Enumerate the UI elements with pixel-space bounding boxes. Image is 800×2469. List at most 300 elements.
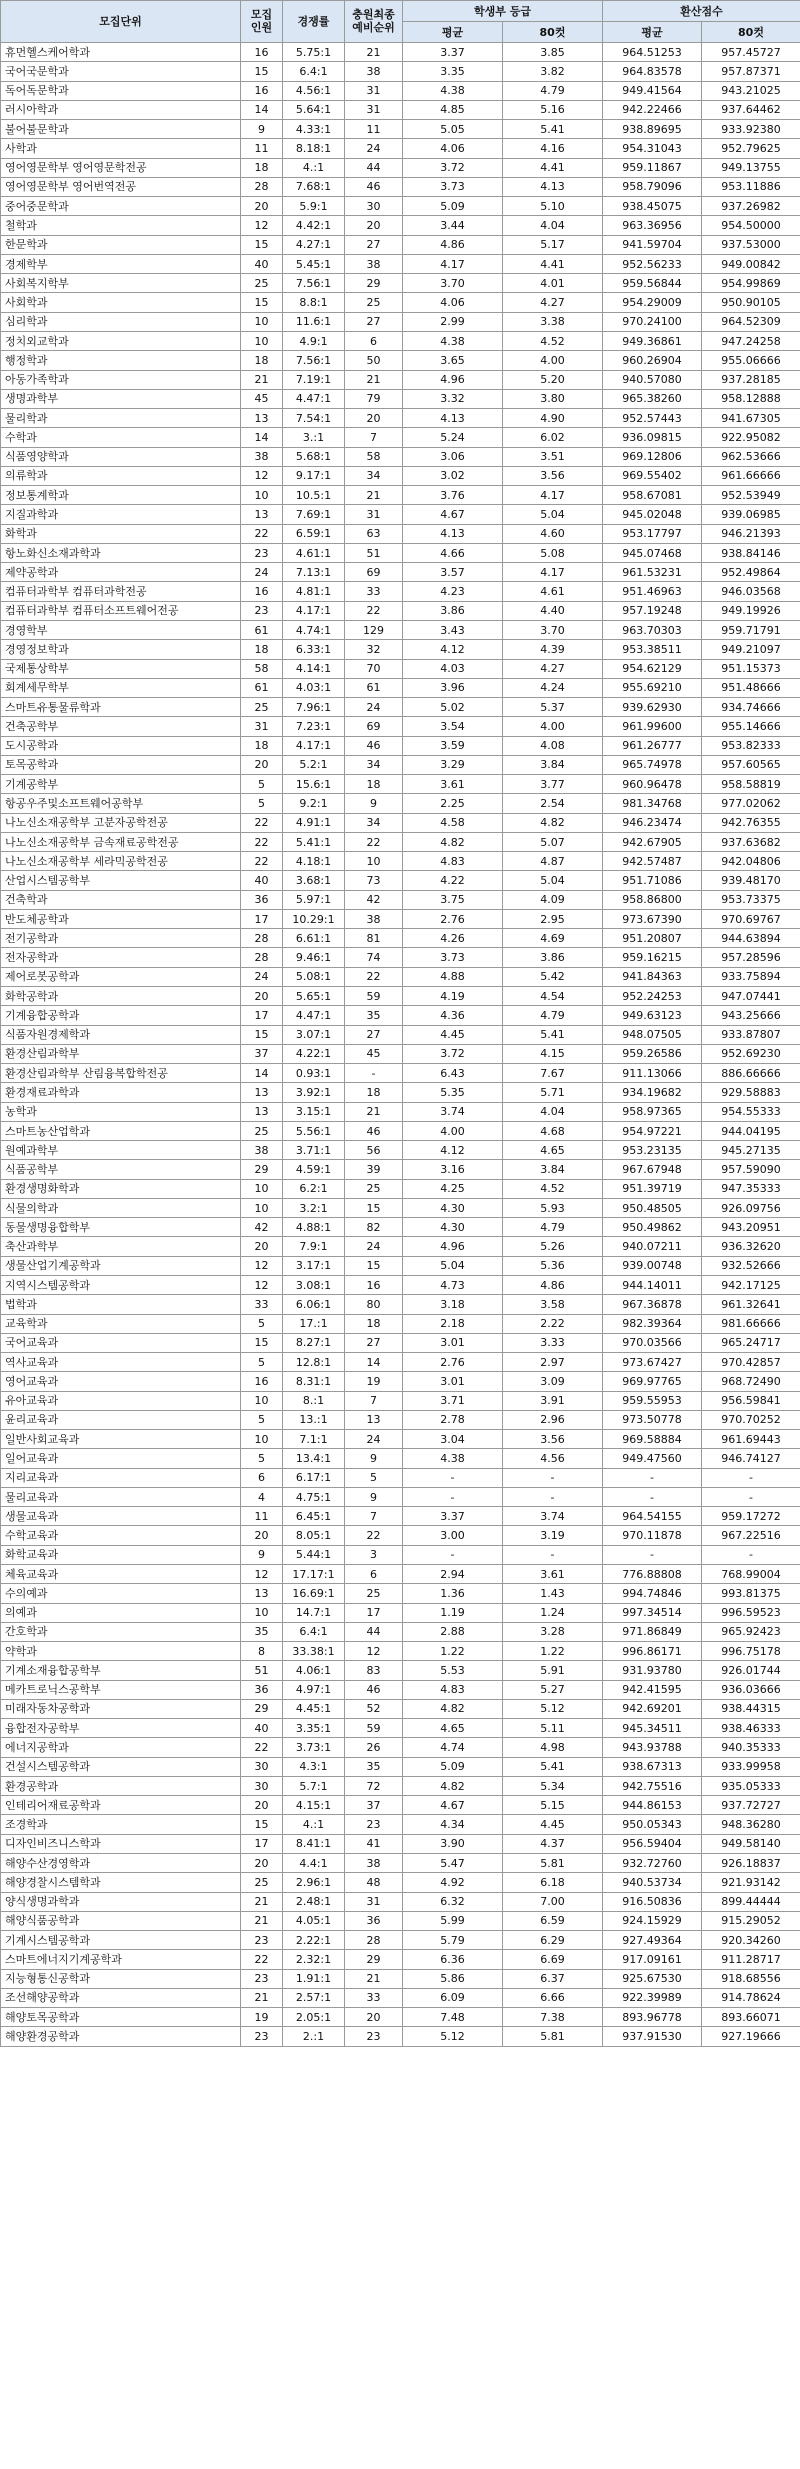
quota-cell: 18 bbox=[241, 351, 283, 370]
quota-cell: 12 bbox=[241, 1564, 283, 1583]
grade-cut80-cell: 4.90 bbox=[503, 409, 603, 428]
grade-cut80-cell: 4.00 bbox=[503, 351, 603, 370]
table-row bbox=[1, 331, 800, 350]
grade-cut80-cell: 2.95 bbox=[503, 909, 603, 928]
quota-cell: 10 bbox=[241, 1198, 283, 1217]
score-cut80-cell: 947.35333 bbox=[702, 1179, 800, 1198]
grade-avg-cell: 3.76 bbox=[403, 486, 503, 505]
grade-avg-cell: 3.90 bbox=[403, 1834, 503, 1853]
waitlist-cell: 129 bbox=[345, 620, 403, 639]
score-avg-cell: 965.74978 bbox=[603, 755, 702, 774]
grade-avg-cell: 5.99 bbox=[403, 1911, 503, 1930]
unit-cell: 식물의학과 bbox=[1, 1198, 241, 1217]
grade-avg-cell: 4.30 bbox=[403, 1198, 503, 1217]
ratio-cell: 7.1:1 bbox=[283, 1430, 345, 1449]
grade-avg-cell: 4.00 bbox=[403, 1121, 503, 1140]
grade-avg-cell: 4.26 bbox=[403, 929, 503, 948]
grade-avg-cell: 5.09 bbox=[403, 197, 503, 216]
quota-cell: 20 bbox=[241, 755, 283, 774]
grade-avg-cell: 4.83 bbox=[403, 852, 503, 871]
grade-cut80-cell: 4.79 bbox=[503, 1218, 603, 1237]
score-cut80-cell: 914.78624 bbox=[702, 1988, 800, 2007]
grade-cut80-cell: 5.11 bbox=[503, 1719, 603, 1738]
ratio-cell: 7.23:1 bbox=[283, 717, 345, 736]
quota-cell: 10 bbox=[241, 1391, 283, 1410]
waitlist-cell: 18 bbox=[345, 1083, 403, 1102]
grade-avg-cell: 4.17 bbox=[403, 254, 503, 273]
score-cut80-cell: 920.34260 bbox=[702, 1931, 800, 1950]
waitlist-cell: 11 bbox=[345, 120, 403, 139]
grade-cut80-cell: 3.33 bbox=[503, 1333, 603, 1352]
grade-avg-cell: 4.66 bbox=[403, 543, 503, 562]
unit-cell: 건축공학부 bbox=[1, 717, 241, 736]
grade-avg-cell: 2.76 bbox=[403, 909, 503, 928]
score-cut80-cell: 943.21025 bbox=[702, 81, 800, 100]
quota-cell: 17 bbox=[241, 1006, 283, 1025]
table-row bbox=[1, 370, 800, 389]
unit-cell: 전자공학과 bbox=[1, 948, 241, 967]
quota-cell: 9 bbox=[241, 120, 283, 139]
unit-cell: 기계시스템공학과 bbox=[1, 1931, 241, 1950]
score-avg-cell: 953.23135 bbox=[603, 1141, 702, 1160]
waitlist-cell: 23 bbox=[345, 1815, 403, 1834]
grade-cut80-cell: 5.41 bbox=[503, 1757, 603, 1776]
table-row bbox=[1, 1391, 800, 1410]
score-avg-cell: 942.41595 bbox=[603, 1680, 702, 1699]
score-avg-cell: 970.11878 bbox=[603, 1526, 702, 1545]
ratio-cell: 4.75:1 bbox=[283, 1487, 345, 1506]
ratio-cell: 8.18:1 bbox=[283, 139, 345, 158]
table-row bbox=[1, 1141, 800, 1160]
grade-cut80-cell: 3.84 bbox=[503, 755, 603, 774]
grade-avg-cell: 3.73 bbox=[403, 948, 503, 967]
table-row bbox=[1, 1006, 800, 1025]
grade-cut80-cell: 3.86 bbox=[503, 948, 603, 967]
score-avg-cell: 973.50778 bbox=[603, 1410, 702, 1429]
grade-avg-cell: 4.45 bbox=[403, 1025, 503, 1044]
table-row bbox=[1, 1757, 800, 1776]
waitlist-cell: 32 bbox=[345, 640, 403, 659]
waitlist-cell: 23 bbox=[345, 2027, 403, 2046]
score-cut80-cell: 952.69230 bbox=[702, 1044, 800, 1063]
score-cut80-cell: 937.53000 bbox=[702, 235, 800, 254]
waitlist-cell: 21 bbox=[345, 1102, 403, 1121]
ratio-cell: 5.64:1 bbox=[283, 100, 345, 119]
grade-avg-cell: 5.47 bbox=[403, 1853, 503, 1872]
ratio-cell: 4.03:1 bbox=[283, 678, 345, 697]
table-row bbox=[1, 1218, 800, 1237]
waitlist-cell: 56 bbox=[345, 1141, 403, 1160]
ratio-cell: 3.07:1 bbox=[283, 1025, 345, 1044]
quota-cell: 15 bbox=[241, 1815, 283, 1834]
unit-cell: 국제통상학부 bbox=[1, 659, 241, 678]
table-row bbox=[1, 736, 800, 755]
waitlist-cell: 31 bbox=[345, 100, 403, 119]
score-cut80-cell: 951.48666 bbox=[702, 678, 800, 697]
grade-cut80-cell: 4.68 bbox=[503, 1121, 603, 1140]
ratio-cell: 3.68:1 bbox=[283, 871, 345, 890]
table-row bbox=[1, 1853, 800, 1872]
score-cut80-cell: 951.15373 bbox=[702, 659, 800, 678]
waitlist-cell: 35 bbox=[345, 1757, 403, 1776]
ratio-cell: 3.71:1 bbox=[283, 1141, 345, 1160]
grade-cut80-cell: 3.80 bbox=[503, 389, 603, 408]
unit-cell: 정보통계학과 bbox=[1, 486, 241, 505]
score-cut80-cell: 893.66071 bbox=[702, 2008, 800, 2027]
quota-cell: 40 bbox=[241, 871, 283, 890]
grade-cut80-cell: 6.29 bbox=[503, 1931, 603, 1950]
grade-avg-cell: 4.36 bbox=[403, 1006, 503, 1025]
ratio-cell: 6.17:1 bbox=[283, 1468, 345, 1487]
ratio-cell: 4.27:1 bbox=[283, 235, 345, 254]
grade-avg-cell: 6.09 bbox=[403, 1988, 503, 2007]
table-row bbox=[1, 1834, 800, 1853]
unit-cell: 화학공학과 bbox=[1, 987, 241, 1006]
score-avg-cell: 964.83578 bbox=[603, 62, 702, 81]
quota-cell: 14 bbox=[241, 1064, 283, 1083]
score-cut80-cell: 949.58140 bbox=[702, 1834, 800, 1853]
score-avg-cell: 958.79096 bbox=[603, 177, 702, 196]
table-row bbox=[1, 1699, 800, 1718]
quota-cell: 23 bbox=[241, 601, 283, 620]
waitlist-cell: 27 bbox=[345, 1025, 403, 1044]
table-row bbox=[1, 1950, 800, 1969]
unit-cell: 컴퓨터과학부 컴퓨터과학전공 bbox=[1, 582, 241, 601]
grade-avg-cell: 4.38 bbox=[403, 331, 503, 350]
waitlist-cell: 59 bbox=[345, 987, 403, 1006]
score-cut80-cell: 964.52309 bbox=[702, 312, 800, 331]
waitlist-cell: 26 bbox=[345, 1738, 403, 1757]
quota-cell: 25 bbox=[241, 698, 283, 717]
grade-avg-cell: 5.35 bbox=[403, 1083, 503, 1102]
score-cut80-cell: 937.72727 bbox=[702, 1796, 800, 1815]
score-avg-cell: 960.26904 bbox=[603, 351, 702, 370]
quota-cell: 58 bbox=[241, 659, 283, 678]
table-row bbox=[1, 1237, 800, 1256]
grade-cut80-cell: 3.61 bbox=[503, 1564, 603, 1583]
ratio-cell: 8.:1 bbox=[283, 1391, 345, 1410]
grade-avg-cell: 4.88 bbox=[403, 967, 503, 986]
score-avg-cell: 958.67081 bbox=[603, 486, 702, 505]
unit-cell: 역사교육과 bbox=[1, 1353, 241, 1372]
table-row bbox=[1, 543, 800, 562]
table-row bbox=[1, 2008, 800, 2027]
quota-cell: 29 bbox=[241, 1699, 283, 1718]
grade-cut80-cell: 5.37 bbox=[503, 698, 603, 717]
score-avg-cell: - bbox=[603, 1487, 702, 1506]
score-avg-cell: 981.34768 bbox=[603, 794, 702, 813]
score-avg-cell: 922.39989 bbox=[603, 1988, 702, 2007]
unit-cell: 러시아학과 bbox=[1, 100, 241, 119]
score-cut80-cell: 956.59841 bbox=[702, 1391, 800, 1410]
waitlist-cell: 80 bbox=[345, 1295, 403, 1314]
ratio-cell: 1.91:1 bbox=[283, 1969, 345, 1988]
grade-avg-cell: - bbox=[403, 1468, 503, 1487]
table-row bbox=[1, 197, 800, 216]
unit-cell: 약학과 bbox=[1, 1642, 241, 1661]
score-cut80-cell: 945.27135 bbox=[702, 1141, 800, 1160]
score-cut80-cell: 937.26982 bbox=[702, 197, 800, 216]
waitlist-cell: 34 bbox=[345, 466, 403, 485]
grade-cut80-cell: 4.37 bbox=[503, 1834, 603, 1853]
score-avg-cell: 959.56844 bbox=[603, 274, 702, 293]
ratio-cell: 8.31:1 bbox=[283, 1372, 345, 1391]
unit-cell: 환경산림과학부 산림융복합학전공 bbox=[1, 1064, 241, 1083]
score-avg-cell: 954.97221 bbox=[603, 1121, 702, 1140]
unit-cell: 생물산업기계공학과 bbox=[1, 1256, 241, 1275]
ratio-cell: 4.45:1 bbox=[283, 1699, 345, 1718]
ratio-cell: 5.2:1 bbox=[283, 755, 345, 774]
score-cut80-cell: 958.12888 bbox=[702, 389, 800, 408]
ratio-cell: 7.13:1 bbox=[283, 563, 345, 582]
waitlist-cell: 22 bbox=[345, 601, 403, 620]
ratio-cell: 4.88:1 bbox=[283, 1218, 345, 1237]
score-cut80-cell: 957.59090 bbox=[702, 1160, 800, 1179]
table-row bbox=[1, 1333, 800, 1352]
quota-cell: 30 bbox=[241, 1757, 283, 1776]
unit-cell: 간호학과 bbox=[1, 1622, 241, 1641]
table-row bbox=[1, 254, 800, 273]
ratio-cell: 6.45:1 bbox=[283, 1507, 345, 1526]
waitlist-cell: 27 bbox=[345, 1333, 403, 1352]
score-avg-cell: 994.74846 bbox=[603, 1584, 702, 1603]
grade-cut80-cell: 4.54 bbox=[503, 987, 603, 1006]
waitlist-cell: 69 bbox=[345, 563, 403, 582]
quota-cell: 17 bbox=[241, 1834, 283, 1853]
grade-avg-cell: 7.48 bbox=[403, 2008, 503, 2027]
grade-avg-cell: 4.67 bbox=[403, 505, 503, 524]
ratio-cell: 4.05:1 bbox=[283, 1911, 345, 1930]
grade-avg-cell: 1.22 bbox=[403, 1642, 503, 1661]
ratio-cell: 2.:1 bbox=[283, 2027, 345, 2046]
table-row bbox=[1, 775, 800, 794]
grade-avg-cell: 4.30 bbox=[403, 1218, 503, 1237]
quota-cell: 16 bbox=[241, 1372, 283, 1391]
quota-cell: 28 bbox=[241, 177, 283, 196]
unit-cell: 나노신소재공학부 세라믹공학전공 bbox=[1, 852, 241, 871]
grade-avg-cell: 2.25 bbox=[403, 794, 503, 813]
score-avg-cell: 996.86171 bbox=[603, 1642, 702, 1661]
quota-cell: 11 bbox=[241, 1507, 283, 1526]
grade-avg-cell: 3.01 bbox=[403, 1333, 503, 1352]
ratio-cell: 5.41:1 bbox=[283, 832, 345, 851]
score-avg-cell: 949.41564 bbox=[603, 81, 702, 100]
grade-avg-cell: 3.70 bbox=[403, 274, 503, 293]
header-quota: 모집 인원 bbox=[241, 1, 283, 43]
unit-cell: 사학과 bbox=[1, 139, 241, 158]
waitlist-cell: - bbox=[345, 1064, 403, 1083]
grade-cut80-cell: 3.70 bbox=[503, 620, 603, 639]
grade-avg-cell: 2.88 bbox=[403, 1622, 503, 1641]
score-cut80-cell: 935.05333 bbox=[702, 1776, 800, 1795]
unit-cell: 수학과 bbox=[1, 428, 241, 447]
unit-cell: 지질과학과 bbox=[1, 505, 241, 524]
ratio-cell: 9.2:1 bbox=[283, 794, 345, 813]
unit-cell: 에너지공학과 bbox=[1, 1738, 241, 1757]
grade-cut80-cell: 7.38 bbox=[503, 2008, 603, 2027]
unit-cell: 지리교육과 bbox=[1, 1468, 241, 1487]
score-cut80-cell: 949.19926 bbox=[702, 601, 800, 620]
grade-cut80-cell: 4.79 bbox=[503, 81, 603, 100]
waitlist-cell: 9 bbox=[345, 794, 403, 813]
score-cut80-cell: 957.87371 bbox=[702, 62, 800, 81]
table-row bbox=[1, 409, 800, 428]
grade-avg-cell: 4.12 bbox=[403, 1141, 503, 1160]
score-cut80-cell: 936.32620 bbox=[702, 1237, 800, 1256]
grade-cut80-cell: 3.84 bbox=[503, 1160, 603, 1179]
unit-cell: 환경생명화학과 bbox=[1, 1179, 241, 1198]
score-cut80-cell: 949.13755 bbox=[702, 158, 800, 177]
waitlist-cell: 21 bbox=[345, 370, 403, 389]
ratio-cell: 5.56:1 bbox=[283, 1121, 345, 1140]
grade-avg-cell: 4.13 bbox=[403, 409, 503, 428]
unit-cell: 기계소재융합공학부 bbox=[1, 1661, 241, 1680]
score-avg-cell: 916.50836 bbox=[603, 1892, 702, 1911]
quota-cell: 20 bbox=[241, 1853, 283, 1872]
grade-avg-cell: 4.85 bbox=[403, 100, 503, 119]
quota-cell: 5 bbox=[241, 1449, 283, 1468]
score-cut80-cell: 977.02062 bbox=[702, 794, 800, 813]
grade-cut80-cell: 5.36 bbox=[503, 1256, 603, 1275]
score-cut80-cell: 965.92423 bbox=[702, 1622, 800, 1641]
unit-cell: 농학과 bbox=[1, 1102, 241, 1121]
quota-cell: 12 bbox=[241, 216, 283, 235]
score-cut80-cell: 954.50000 bbox=[702, 216, 800, 235]
score-cut80-cell: 962.53666 bbox=[702, 447, 800, 466]
score-avg-cell: 938.45075 bbox=[603, 197, 702, 216]
unit-cell: 스마트유통물류학과 bbox=[1, 698, 241, 717]
ratio-cell: 33.38:1 bbox=[283, 1642, 345, 1661]
table-row bbox=[1, 563, 800, 582]
grade-cut80-cell: 5.71 bbox=[503, 1083, 603, 1102]
score-avg-cell: 944.14011 bbox=[603, 1276, 702, 1295]
unit-cell: 건설시스템공학과 bbox=[1, 1757, 241, 1776]
table-row bbox=[1, 1603, 800, 1622]
unit-cell: 토목공학과 bbox=[1, 755, 241, 774]
score-cut80-cell: 926.01744 bbox=[702, 1661, 800, 1680]
score-avg-cell: 969.55402 bbox=[603, 466, 702, 485]
grade-avg-cell: 2.18 bbox=[403, 1314, 503, 1333]
score-avg-cell: 969.97765 bbox=[603, 1372, 702, 1391]
quota-cell: 33 bbox=[241, 1295, 283, 1314]
table-row bbox=[1, 428, 800, 447]
score-avg-cell: 927.49364 bbox=[603, 1931, 702, 1950]
quota-cell: 15 bbox=[241, 235, 283, 254]
ratio-cell: 3.15:1 bbox=[283, 1102, 345, 1121]
score-cut80-cell: 926.09756 bbox=[702, 1198, 800, 1217]
quota-cell: 61 bbox=[241, 678, 283, 697]
quota-cell: 15 bbox=[241, 293, 283, 312]
waitlist-cell: 48 bbox=[345, 1873, 403, 1892]
score-cut80-cell: 970.42857 bbox=[702, 1353, 800, 1372]
score-avg-cell: 924.15929 bbox=[603, 1911, 702, 1930]
score-cut80-cell: - bbox=[702, 1468, 800, 1487]
score-cut80-cell: 946.21393 bbox=[702, 524, 800, 543]
waitlist-cell: 22 bbox=[345, 1526, 403, 1545]
table-row bbox=[1, 987, 800, 1006]
ratio-cell: 7.69:1 bbox=[283, 505, 345, 524]
grade-avg-cell: 2.76 bbox=[403, 1353, 503, 1372]
unit-cell: 지능형통신공학과 bbox=[1, 1969, 241, 1988]
grade-avg-cell: 2.94 bbox=[403, 1564, 503, 1583]
ratio-cell: 2.57:1 bbox=[283, 1988, 345, 2007]
table-body bbox=[1, 43, 800, 2047]
waitlist-cell: 46 bbox=[345, 736, 403, 755]
score-cut80-cell: 967.22516 bbox=[702, 1526, 800, 1545]
waitlist-cell: 17 bbox=[345, 1603, 403, 1622]
table-row bbox=[1, 62, 800, 81]
waitlist-cell: 15 bbox=[345, 1256, 403, 1275]
table-row bbox=[1, 582, 800, 601]
score-avg-cell: 965.38260 bbox=[603, 389, 702, 408]
score-avg-cell: 967.36878 bbox=[603, 1295, 702, 1314]
score-avg-cell: 925.67530 bbox=[603, 1969, 702, 1988]
quota-cell: 28 bbox=[241, 948, 283, 967]
grade-cut80-cell: 5.12 bbox=[503, 1699, 603, 1718]
score-cut80-cell: 968.72490 bbox=[702, 1372, 800, 1391]
score-avg-cell: 949.63123 bbox=[603, 1006, 702, 1025]
ratio-cell: 8.05:1 bbox=[283, 1526, 345, 1545]
score-avg-cell: 950.48505 bbox=[603, 1198, 702, 1217]
score-avg-cell: 950.05343 bbox=[603, 1815, 702, 1834]
waitlist-cell: 6 bbox=[345, 1564, 403, 1583]
score-cut80-cell: - bbox=[702, 1545, 800, 1564]
table-row bbox=[1, 871, 800, 890]
table-row bbox=[1, 1179, 800, 1198]
grade-cut80-cell: 4.98 bbox=[503, 1738, 603, 1757]
grade-avg-cell: 3.00 bbox=[403, 1526, 503, 1545]
score-avg-cell: 951.39719 bbox=[603, 1179, 702, 1198]
unit-cell: 법학과 bbox=[1, 1295, 241, 1314]
ratio-cell: 4.42:1 bbox=[283, 216, 345, 235]
ratio-cell: 5.45:1 bbox=[283, 254, 345, 273]
score-avg-cell: 959.11867 bbox=[603, 158, 702, 177]
quota-cell: 21 bbox=[241, 370, 283, 389]
grade-avg-cell: 5.12 bbox=[403, 2027, 503, 2046]
grade-avg-cell: 4.82 bbox=[403, 832, 503, 851]
quota-cell: 13 bbox=[241, 409, 283, 428]
ratio-cell: 3.35:1 bbox=[283, 1719, 345, 1738]
score-cut80-cell: 932.52666 bbox=[702, 1256, 800, 1275]
grade-avg-cell: 4.23 bbox=[403, 582, 503, 601]
score-cut80-cell: 970.70252 bbox=[702, 1410, 800, 1429]
score-avg-cell: 952.56233 bbox=[603, 254, 702, 273]
waitlist-cell: 45 bbox=[345, 1044, 403, 1063]
waitlist-cell: 18 bbox=[345, 1314, 403, 1333]
table-row bbox=[1, 2027, 800, 2046]
score-avg-cell: 939.62930 bbox=[603, 698, 702, 717]
quota-cell: 11 bbox=[241, 139, 283, 158]
score-avg-cell: 952.24253 bbox=[603, 987, 702, 1006]
grade-cut80-cell: 5.16 bbox=[503, 100, 603, 119]
score-avg-cell: 959.16215 bbox=[603, 948, 702, 967]
grade-cut80-cell: 2.22 bbox=[503, 1314, 603, 1333]
header-grade: 학생부 등급 bbox=[403, 1, 603, 22]
quota-cell: 30 bbox=[241, 1776, 283, 1795]
waitlist-cell: 61 bbox=[345, 678, 403, 697]
quota-cell: 5 bbox=[241, 1314, 283, 1333]
unit-cell: 전기공학과 bbox=[1, 929, 241, 948]
waitlist-cell: 58 bbox=[345, 447, 403, 466]
grade-avg-cell: 4.65 bbox=[403, 1719, 503, 1738]
score-avg-cell: 936.09815 bbox=[603, 428, 702, 447]
grade-cut80-cell: 6.69 bbox=[503, 1950, 603, 1969]
unit-cell: 해양환경공학과 bbox=[1, 2027, 241, 2046]
grade-cut80-cell: 5.08 bbox=[503, 543, 603, 562]
ratio-cell: 4.47:1 bbox=[283, 1006, 345, 1025]
grade-cut80-cell: 4.04 bbox=[503, 1102, 603, 1121]
ratio-cell: 7.56:1 bbox=[283, 274, 345, 293]
